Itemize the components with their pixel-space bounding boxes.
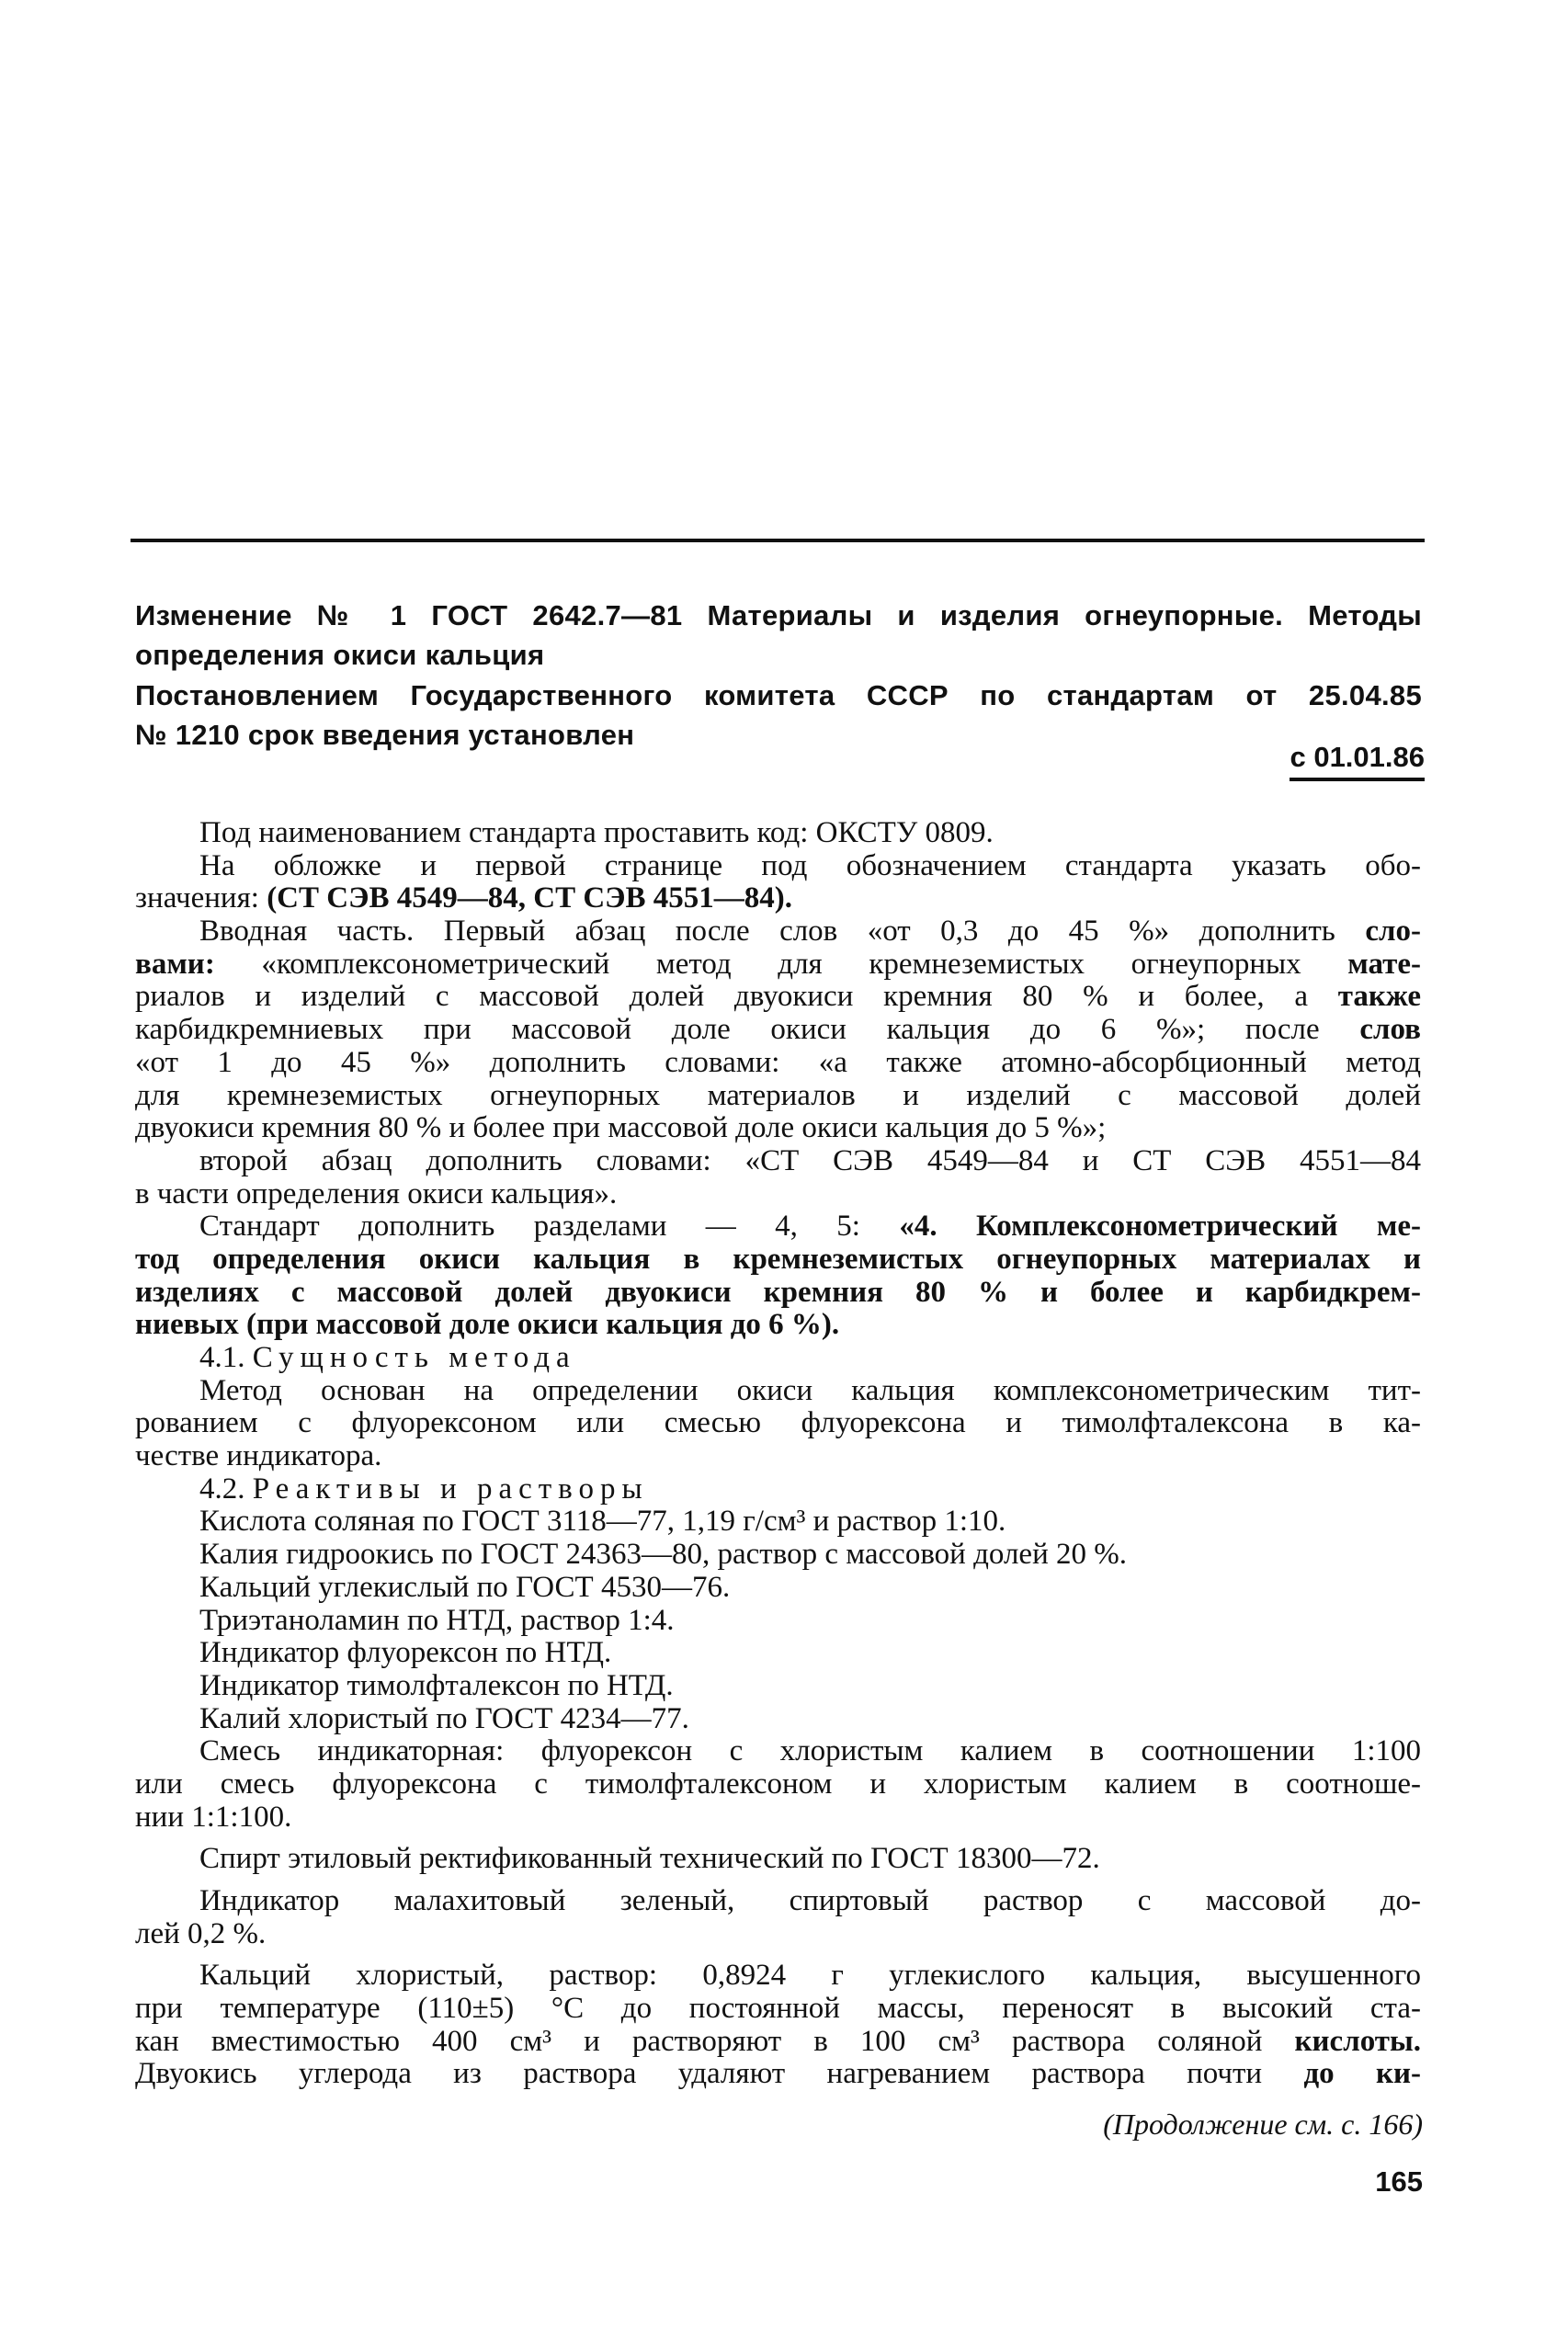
text-segment: риалов и изделий с массовой долей двуокиси кремния 80 % и более, а [135, 980, 1338, 1014]
text-line [135, 1440, 1421, 1473]
text-segment: рованием с флуорексоном или смесью флуорексона и тимолфталексона в ка- [135, 1406, 1421, 1440]
bold-text: изделиях с массовой долей двуокиси кремния 80 % и более и карбидкрем- [135, 1275, 1421, 1309]
text-segment: Реактивы и растворы [252, 1472, 649, 1506]
text-segment: честве индикатора. [135, 1439, 382, 1473]
bold-text: кислоты. [1294, 2024, 1421, 2058]
text-line [135, 882, 1421, 915]
text-segment: значения: [135, 881, 267, 915]
text-line [135, 2058, 1421, 2091]
text-segment: Индикатор тимолфталексон по НТД. [199, 1668, 674, 1702]
text-line [135, 1375, 1421, 1408]
text-segment: Смесь индикаторная: флуорексон с хлористым калием в соотношении 1:100 [199, 1734, 1421, 1768]
text-segment: для кремнеземистых огнеупорных материалов и изделий с массовой долей [135, 1078, 1421, 1112]
text-line [135, 1768, 1421, 1801]
text-segment: Метод основан на определении окиси кальция комплексонометрическим тит- [199, 1373, 1421, 1407]
text-segment: при температуре (110±5) °С до постоянной массы, переносят в высокий ста- [135, 1992, 1421, 2026]
text-line [135, 1801, 1421, 1835]
bold-text: ниевых (при массовой доле окиси кальция до 6 %). [135, 1308, 840, 1342]
text-segment: Кальций углекислый по ГОСТ 4530—76. [199, 1570, 731, 1604]
bold-text: «4. Комплексонометрический ме- [899, 1210, 1421, 1244]
text-line [135, 1993, 1421, 2026]
text-line [135, 850, 1421, 883]
text-segment: На обложке и первой странице под обозначением стандарта указать обо- [199, 848, 1421, 882]
text-line [135, 1539, 1421, 1572]
text-line [135, 981, 1421, 1014]
text-segment: Сущность метода [252, 1341, 576, 1374]
text-segment: 4.2. [199, 1472, 253, 1506]
text-segment: «комплексонометрический метод для кремнеземистых огнеупорных [214, 947, 1348, 981]
text-segment: Индикатор малахитовый зеленый, спиртовый раствор с массовой до- [199, 1884, 1421, 1917]
continuation-note: (Продолжение см. с. 166) [1103, 2108, 1423, 2141]
text-line [135, 1080, 1421, 1113]
text-line [135, 915, 1421, 949]
bold-text: (СТ СЭВ 4549—84, СТ СЭВ 4551—84). [267, 881, 793, 915]
bold-text: до ки- [1303, 2057, 1421, 2091]
amendment-title [135, 596, 1422, 675]
text-segment: Стандарт дополнить разделами — 4, 5: [199, 1210, 900, 1244]
title-line: определения окиси кальция [135, 639, 545, 671]
text-line [135, 1473, 1421, 1506]
title-line: Изменение № 1 ГОСТ 2642.7—81 Материалы и изделия огнеупорные. Методы [135, 599, 1422, 631]
text-segment: «от 1 до 45 %» дополнить словами: «а также атомно-абсорбционный метод [135, 1045, 1421, 1079]
text-line [135, 2026, 1421, 2059]
text-segment: карбидкремниевых при массовой доле окиси кальция до 6 %»; после [135, 1013, 1360, 1047]
bold-text: тод определения окиси кальция в кремнеземистых огнеупорных материалах и [135, 1242, 1421, 1276]
bold-text: мате- [1347, 947, 1421, 981]
text-line [135, 1014, 1421, 1047]
text-line [135, 1506, 1421, 1539]
text-segment: 4.1. [199, 1341, 253, 1374]
text-segment: кан вместимостью 400 см³ и растворяют в 100 см³ раствора соляной [135, 2024, 1295, 2058]
text-line [135, 1637, 1421, 1670]
decree-statement [135, 676, 1422, 755]
text-segment: Спирт этиловый ректификованный технический по ГОСТ 18300—72. [199, 1842, 1100, 1876]
text-segment: Кальций хлористый, раствор: 0,8924 г углекислого кальция, высушенного [199, 1959, 1421, 1993]
text-line [135, 1572, 1421, 1605]
text-line [135, 1885, 1421, 1918]
text-line [135, 949, 1421, 982]
text-line [135, 1407, 1421, 1440]
text-line [135, 1210, 1421, 1244]
bold-text: сло- [1365, 915, 1421, 949]
header-rule [131, 539, 1425, 542]
text-segment: Калий хлористый по ГОСТ 4234—77. [199, 1701, 689, 1735]
effective-date: с 01.01.86 [1290, 741, 1425, 781]
text-line [135, 1178, 1421, 1211]
text-segment: нии 1:1:100. [135, 1800, 292, 1834]
text-segment: или смесь флуорексона с тимолфталексоном и хлористым калием в соотноше- [135, 1767, 1421, 1801]
text-line [135, 1277, 1421, 1310]
text-segment: двуокиси кремния 80 % и более при массовой доле окиси кальция до 5 %»; [135, 1111, 1107, 1145]
bold-text: также [1337, 980, 1421, 1014]
text-line [135, 1735, 1421, 1768]
bold-text: слов [1359, 1013, 1421, 1047]
text-segment: Вводная часть. Первый абзац после слов «от 0,3 до 45 %» дополнить [199, 915, 1366, 949]
text-segment: Индикатор флуорексон по НТД. [199, 1636, 612, 1670]
text-line [135, 1145, 1421, 1178]
text-line [135, 1047, 1421, 1080]
decree-line: Постановлением Государственного комитета СССР по стандартам от 25.04.85 [135, 679, 1422, 711]
text-line [135, 1703, 1421, 1736]
text-segment: в части определения окиси кальция». [135, 1176, 618, 1210]
text-line [135, 1112, 1421, 1145]
text-line [135, 1244, 1421, 1277]
bold-text: вами: [135, 947, 215, 981]
text-segment: Триэтаноламин по НТД, раствор 1:4. [199, 1603, 675, 1637]
text-line [135, 817, 1421, 850]
text-segment: второй абзац дополнить словами: «СТ СЭВ 4549—84 и СТ СЭВ 4551—84 [199, 1143, 1421, 1177]
text-line [135, 1918, 1421, 1951]
text-segment: лей 0,2 %. [135, 1916, 267, 1950]
text-line [135, 1843, 1421, 1876]
text-line [135, 1605, 1421, 1638]
decree-line: № 1210 срок введения установлен [135, 719, 635, 751]
text-segment: Кислота соляная по ГОСТ 3118—77, 1,19 г/см³ и раствор 1:10. [199, 1505, 1006, 1539]
document-body [135, 817, 1421, 2091]
text-segment: Двуокись углерода из раствора удаляют нагреванием раствора почти [135, 2057, 1304, 2091]
text-line [135, 1309, 1421, 1342]
text-line [135, 1670, 1421, 1703]
text-segment: Под наименованием стандарта проставить код: ОКСТУ 0809. [199, 816, 994, 849]
page-number: 165 [1375, 2165, 1423, 2198]
text-segment: Калия гидроокись по ГОСТ 24363—80, раствор с массовой долей 20 %. [199, 1538, 1127, 1572]
text-line [135, 1342, 1421, 1375]
text-line [135, 1960, 1421, 1993]
